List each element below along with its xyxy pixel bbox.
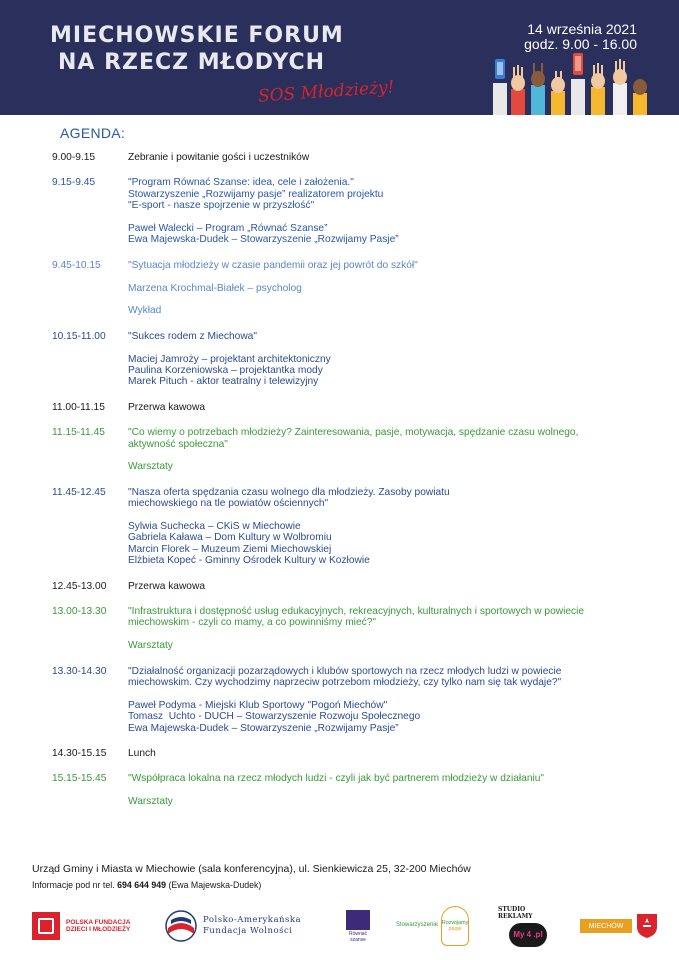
agenda-line: "E-sport - nasze spojrzenie w przyszłość": [128, 200, 315, 212]
pfdim-name-line2: DZIECI I MŁODZIEŻY: [66, 926, 131, 933]
miechow-label: MIECHÓW: [580, 919, 632, 933]
agenda-line: aktywność społeczna": [128, 438, 228, 450]
agenda-line: Maciej Jamroży – projektant architektoniczny: [128, 353, 331, 365]
agenda-spacer: [128, 212, 652, 223]
rownac-szanse-mark-icon: [346, 910, 370, 930]
agenda-line: Wykład: [128, 305, 162, 317]
agenda-description: [128, 177, 652, 245]
agenda-time: 13.00-13.30: [52, 606, 107, 617]
agenda-time: 14.30-15.15: [52, 748, 107, 759]
pfdim-mark-icon: [32, 912, 60, 940]
agenda-spacer: [128, 294, 652, 305]
miechow-logo: [580, 902, 660, 950]
agenda-line: Przerwa kawowa: [128, 580, 205, 592]
hand-7: [613, 59, 627, 115]
contact-info-suffix: (Ewa Majewska-Dudek): [166, 880, 262, 890]
agenda-line: Marcin Florek – Muzeum Ziemi Miechowskiej: [128, 543, 332, 555]
hand-4: [551, 71, 565, 115]
agenda-line: Marek Pituch - aktor teatralny i telewizyjny: [128, 376, 319, 388]
agenda-line: Lunch: [128, 748, 156, 759]
agenda-line: Warsztaty: [128, 461, 173, 473]
hand-6: [591, 63, 605, 115]
pasje-label: pasje: [448, 926, 462, 932]
studio-name: My 4 .pl: [509, 923, 547, 947]
studio-reklamy-logo: [498, 902, 558, 950]
agenda-line: Stowarzyszenie „Rozwijamy pasje” realizatorem projektu: [128, 188, 384, 200]
agenda-line: Sylwia Suchecka – CKiS w Miechowie: [128, 521, 301, 532]
agenda-line: Warsztaty: [128, 796, 173, 808]
hand-8: [633, 79, 647, 115]
hand-2: [511, 65, 525, 115]
agenda-line: "Nasza oferta spędzania czasu wolnego dla młodzieży. Zasoby powiatu: [128, 486, 450, 498]
event-title: [50, 22, 344, 76]
agenda-time: 11.45-12.45: [52, 486, 106, 498]
agenda-line: "Co wiemy o potrzebach młodzieży? Zainteresowania, pasje, motywacja, spędzanie czasu wolnego,: [128, 427, 579, 439]
agenda-time: 9.45-10.15: [52, 259, 101, 271]
sponsor-logos: [20, 902, 665, 950]
hand-5: [571, 53, 585, 115]
agenda-line: Paulina Korzeniowska – projektantka mody: [128, 365, 323, 376]
agenda-description: [128, 427, 652, 473]
pafw-logo: [165, 902, 325, 950]
pafw-flag-icon: [165, 910, 197, 942]
agenda-line: Przerwa kawowa: [128, 401, 205, 413]
agenda-spacer: [128, 785, 652, 796]
agenda-line: miechowskim - czyli co mamy, a co powinniśmy mieć?": [128, 617, 376, 629]
agenda-time: 15.15-15.45: [52, 773, 107, 785]
agenda-time: 13.30-14.30: [52, 665, 107, 677]
agenda-line: "Infrastruktura i dostępność usług edukacyjnych, rekreacyjnych, kulturalnych i sportowych w powiecie: [128, 606, 585, 617]
agenda-line: Tomasz Uchto - DUCH – Stowarzyszenie Rozwoju Społecznego: [128, 711, 421, 723]
agenda-line: Elżbieta Kopeć - Gminny Ośrodek Kultury w Kozłowie: [128, 555, 370, 567]
agenda-line: miechowskim. Czy wychodzimy naprzeciw potrzebom młodzieży, czy tylko nam się tak wydaje?": [128, 677, 562, 688]
agenda-description: [128, 773, 652, 807]
agenda-spacer: [128, 629, 652, 640]
agenda-line: "Program Równać Szanse: idea, cele i założenia.": [128, 177, 354, 189]
event-title-line1: MIECHOWSKIE FORUM: [50, 23, 344, 48]
agenda-line: Gabriela Kaława – Dom Kultury w Wolbromiu: [128, 532, 332, 544]
agenda-line: Paweł Podyma - Miejski Klub Sportowy "Pogoń Miechów": [128, 699, 388, 711]
agenda-line: "Sytuacja młodzieży w czasie pandemii oraz jej powrót do szkół": [128, 259, 418, 271]
rownac-szanse-logo: [338, 902, 378, 950]
pafw-name-line2: Fundacja Wolności: [203, 926, 293, 936]
agenda-time: 12.45-13.00: [52, 580, 107, 592]
agenda-line: miechowskiego na tle powiatów ościennych": [128, 498, 329, 510]
agenda-description: [128, 487, 652, 567]
agenda-description: [128, 748, 652, 759]
agenda-spacer: [128, 450, 652, 461]
pfdim-name-line1: POLSKA FUNDACJA: [66, 918, 131, 926]
agenda-line: "Sukces rodem z Miechowa": [128, 330, 257, 342]
contact-phone: 694 644 949: [117, 880, 166, 890]
venue-address: Urząd Gminy i Miasta w Miechowie (sala konferencyjna), ul. Sienkiewicza 25, 32-200 Miechów: [32, 863, 471, 875]
event-tagline: SOS Młodzieży!: [257, 77, 396, 107]
agenda-line: Paweł Walecki – Program „Równać Szanse”: [128, 223, 328, 234]
agenda-heading: AGENDA:: [60, 125, 126, 141]
rownac-szanse-line2: szanse: [350, 936, 366, 943]
contact-info: [32, 880, 261, 890]
agenda-description: [128, 152, 652, 163]
agenda-description: [128, 260, 652, 317]
agenda-spacer: [128, 688, 652, 699]
agenda-description: [128, 606, 652, 652]
studio-reklamy-label: STUDIO REKLAMY: [498, 905, 533, 920]
miechow-coat-of-arms-icon: [636, 913, 658, 939]
agenda-time: 11.15-11.45: [52, 427, 105, 439]
agenda-spacer: [128, 342, 652, 353]
stowarzyszenie-label: Stowarzyszenie: [396, 922, 439, 929]
agenda-line: Zebranie i powitanie gości i uczestników: [128, 152, 310, 163]
event-date-hours: godz. 9.00 - 16.00: [524, 36, 637, 52]
agenda-time: 10.15-11.00: [52, 330, 106, 342]
agenda-line: "Działalność organizacji pozarządowych i klubów sportowych na rzecz młodych ludzi w powiecie: [128, 665, 562, 677]
contact-info-prefix: Informacje pod nr tel.: [32, 880, 118, 890]
agenda-time: 9.00-9.15: [52, 152, 96, 163]
event-title-line2: NA RZECZ MŁODYCH: [58, 50, 326, 75]
event-date-day: 14 września 2021: [527, 21, 637, 37]
agenda-spacer: [128, 271, 652, 282]
hand-1: [493, 59, 507, 115]
agenda-description: [128, 331, 652, 388]
rozwijamy-label: Rozwijamy: [441, 920, 469, 926]
pfdim-logo: [32, 902, 157, 950]
agenda-line: Ewa Majewska-Dudek – Stowarzyszenie „Rozwijamy Pasje”: [128, 722, 399, 734]
agenda-description: [128, 402, 652, 413]
agenda-line: Marzena Krochmal-Białek – psycholog: [128, 282, 302, 294]
agenda-line: "Współpraca lokalna na rzecz młodych ludzi - czyli jak być partnerem młodzieży w działaniu": [128, 773, 545, 785]
hand-3: [531, 63, 545, 115]
agenda-spacer: [128, 510, 652, 521]
agenda-line: Warsztaty: [128, 640, 173, 652]
agenda-time: 9.15-9.45: [52, 177, 96, 189]
pafw-name-line1: Polsko-Amerykańska: [203, 915, 302, 925]
raised-hands-illustration: [489, 45, 649, 115]
agenda-description: [128, 666, 652, 734]
bulb-icon: [441, 906, 469, 946]
agenda-description: [128, 581, 652, 592]
rownac-szanse-line1: Równać: [348, 930, 368, 937]
agenda-line: Ewa Majewska-Dudek – Stowarzyszenie „Rozwijamy Pasje”: [128, 234, 399, 246]
header-banner: [0, 0, 679, 115]
agenda-time: 11.00-11.15: [52, 401, 105, 413]
rozwijamy-pasje-logo: [396, 902, 488, 950]
